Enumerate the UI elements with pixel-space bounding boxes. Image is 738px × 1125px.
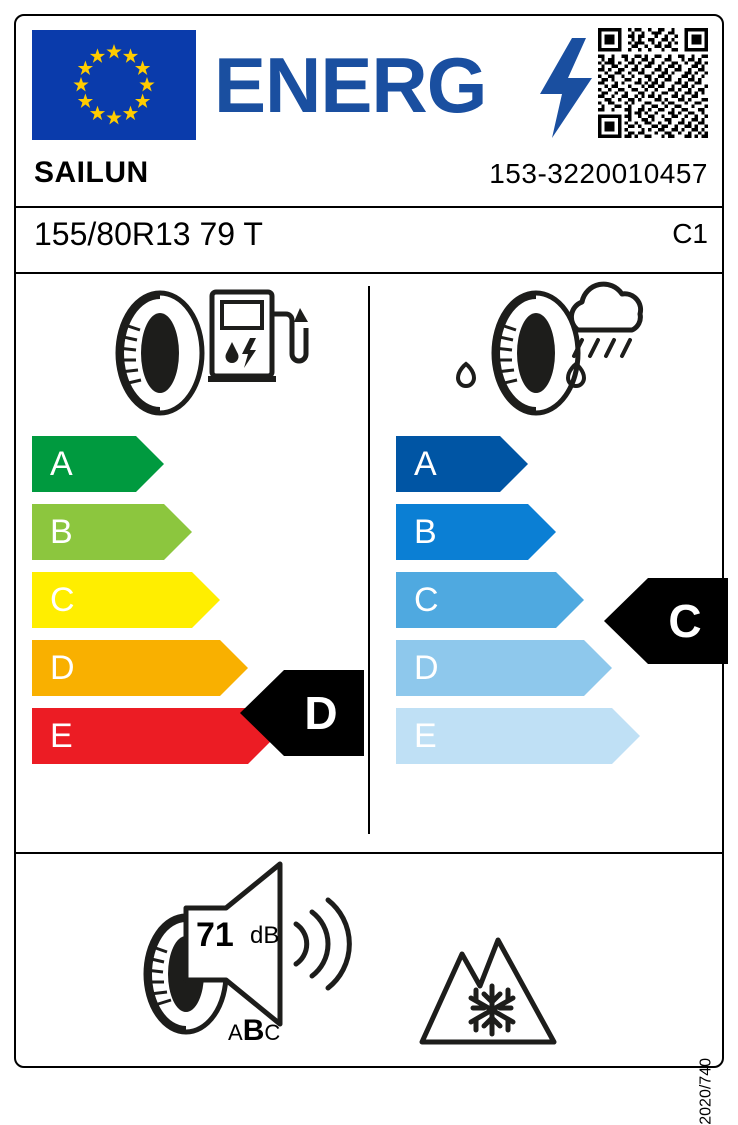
tyre-fuel-pump-icon	[94, 286, 304, 420]
noise-value: 71	[196, 916, 234, 954]
noise-unit: dB	[250, 922, 280, 949]
noise-class-c: C	[264, 1020, 281, 1045]
fuel-grade-b-letter: B	[50, 513, 73, 551]
tyre-rain-cloud-icon	[440, 286, 670, 420]
tyre-size: 155/80R13 79 T	[34, 216, 263, 252]
fuel-efficiency-selected-marker	[240, 670, 364, 756]
wet-grip-selected-marker	[604, 578, 728, 664]
wet-grade-e-letter: E	[414, 717, 437, 755]
fuel-selected-grade: D	[304, 687, 338, 739]
label-header	[16, 16, 722, 144]
noise-class-a: A	[228, 1020, 243, 1045]
qr-code-icon	[598, 28, 708, 138]
fuel-grade-d-letter: D	[50, 649, 75, 687]
divider-under-brand	[16, 272, 722, 274]
lightning-bolt-icon	[536, 38, 594, 138]
fuel-grade-a-letter: A	[50, 445, 73, 483]
divider-above-noise	[16, 852, 722, 854]
brand-name: SAILUN	[34, 156, 149, 189]
fuel-grade-c-letter: C	[50, 581, 75, 619]
fuel-grade-e-letter: E	[50, 717, 73, 755]
regulation-reference: 2020/740	[698, 1058, 715, 1125]
wet-grade-c-letter: C	[414, 581, 439, 619]
tyre-class: C1	[672, 218, 708, 249]
noise-class-scale	[228, 1014, 280, 1048]
wet-grade-d-letter: D	[414, 649, 439, 687]
wet-selected-grade: C	[668, 595, 702, 647]
column-divider	[368, 286, 370, 834]
energy-wordmark: ENERG	[214, 41, 487, 129]
brand-row	[16, 150, 722, 206]
wet-grade-a-letter: A	[414, 445, 437, 483]
noise-class-b: B	[242, 1014, 265, 1047]
tyre-size-row	[16, 214, 722, 270]
wet-grade-b-letter: B	[414, 513, 437, 551]
divider-under-header	[16, 206, 722, 208]
eu-flag-icon	[32, 30, 196, 140]
model-code: 153-3220010457	[489, 158, 708, 189]
three-peak-mountain-snowflake-icon	[418, 930, 558, 1048]
